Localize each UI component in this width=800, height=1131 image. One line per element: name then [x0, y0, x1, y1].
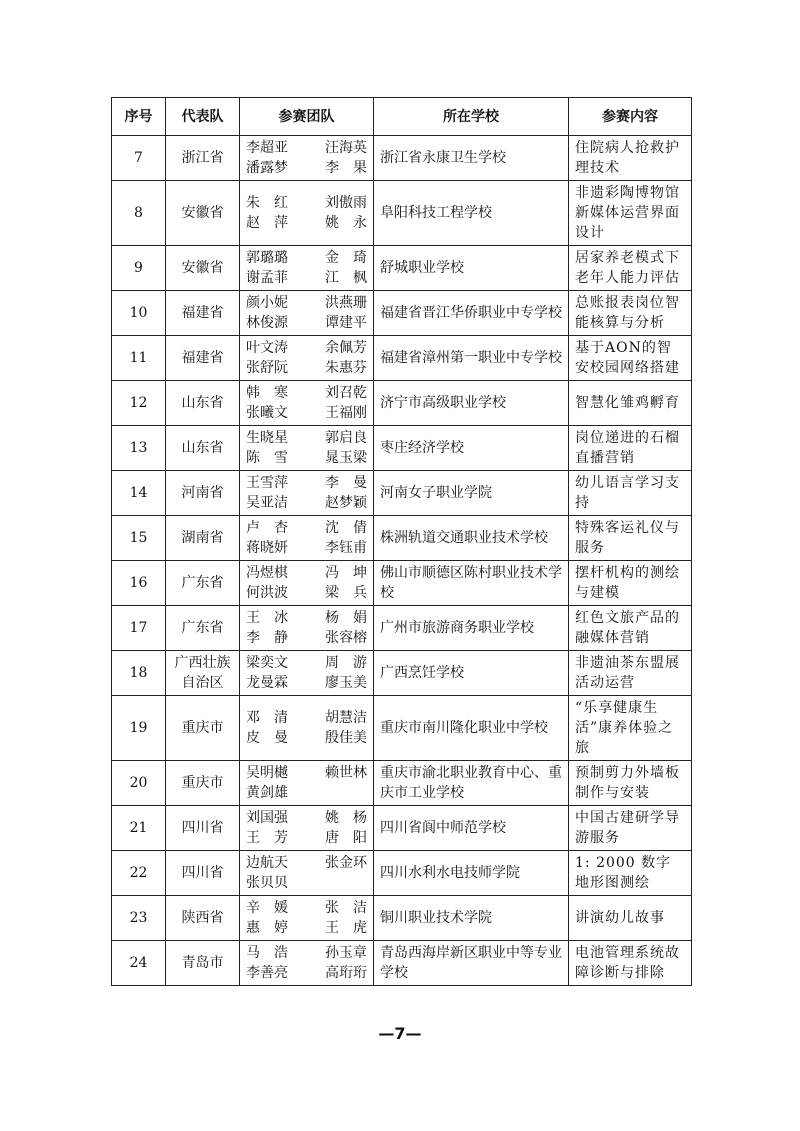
member-name: 郭启良 — [325, 430, 367, 446]
school-name: 河南女子职业学院 — [374, 471, 569, 516]
member-line — [246, 918, 367, 938]
table-row — [112, 806, 692, 851]
member-line — [246, 673, 367, 693]
school-name: 阜阳科技工程学校 — [374, 181, 569, 246]
school-name: 四川水利水电技师学院 — [374, 851, 569, 896]
member-name: 陈 雪 — [246, 450, 288, 466]
row-number: 21 — [112, 806, 166, 851]
member-name: 洪燕珊 — [325, 295, 367, 311]
member-line — [246, 628, 367, 648]
table-header-row — [112, 98, 692, 136]
team-members — [240, 696, 374, 761]
member-line — [246, 583, 367, 603]
member-name: 何洪波 — [246, 585, 288, 601]
team-members — [240, 246, 374, 291]
member-line — [246, 828, 367, 848]
member-name: 王雪萍 — [246, 475, 288, 491]
row-number: 13 — [112, 426, 166, 471]
member-name: 刘傲雨 — [325, 195, 367, 211]
row-number: 14 — [112, 471, 166, 516]
member-name: 王 虎 — [325, 920, 367, 936]
member-name: 张 洁 — [325, 900, 367, 916]
header-members: 参赛团队 — [240, 98, 374, 136]
member-name: 马 浩 — [246, 945, 288, 961]
member-name: 谢孟菲 — [246, 270, 288, 286]
row-number: 9 — [112, 246, 166, 291]
team-members — [240, 291, 374, 336]
school-name: 株洲轨道交通职业技术学校 — [374, 516, 569, 561]
delegation-name: 四川省 — [166, 851, 240, 896]
member-name: 汪海英 — [325, 140, 367, 156]
table-row — [112, 761, 692, 806]
table-row — [112, 696, 692, 761]
member-line — [246, 293, 367, 313]
delegation-name: 安徽省 — [166, 246, 240, 291]
member-name: 杨 娟 — [325, 610, 367, 626]
member-line — [246, 193, 367, 213]
team-members — [240, 941, 374, 986]
member-line — [246, 728, 367, 748]
member-line — [246, 268, 367, 288]
team-members — [240, 426, 374, 471]
competition-content: 岗位递进的石榴直播营销 — [569, 426, 692, 471]
team-members — [240, 336, 374, 381]
member-name: 孙玉章 — [325, 945, 367, 961]
header-team: 代表队 — [166, 98, 240, 136]
table-row — [112, 561, 692, 606]
member-name: 李超亚 — [246, 140, 288, 156]
member-line — [246, 853, 367, 873]
competition-content: 红色文旅产品的融媒体营销 — [569, 606, 692, 651]
participants-table — [111, 97, 692, 986]
team-members — [240, 181, 374, 246]
header-no: 序号 — [112, 98, 166, 136]
delegation-name: 河南省 — [166, 471, 240, 516]
member-name: 潘露梦 — [246, 160, 288, 176]
team-members — [240, 651, 374, 696]
school-name: 重庆市渝北职业教育中心、重庆市工业学校 — [374, 761, 569, 806]
member-name: 赵梦颖 — [325, 495, 367, 511]
member-line — [246, 448, 367, 468]
member-name: 冯煜棋 — [246, 565, 288, 581]
row-number: 8 — [112, 181, 166, 246]
table-row — [112, 246, 692, 291]
member-line — [246, 538, 367, 558]
member-name: 李钰甫 — [325, 540, 367, 556]
delegation-name: 福建省 — [166, 291, 240, 336]
team-members — [240, 896, 374, 941]
competition-content: “乐享健康生活”康养体验之旅 — [569, 696, 692, 761]
competition-content: 中国古建研学导游服务 — [569, 806, 692, 851]
competition-content: 非遗油茶东盟展活动运营 — [569, 651, 692, 696]
member-line — [246, 473, 367, 493]
member-line — [246, 898, 367, 918]
member-name: 李善亮 — [246, 965, 288, 981]
member-name: 朱 红 — [246, 195, 288, 211]
member-line — [246, 403, 367, 423]
member-line — [246, 708, 367, 728]
member-name: 廖玉美 — [325, 675, 367, 691]
member-line — [246, 338, 367, 358]
member-line — [246, 943, 367, 963]
member-name: 郭璐璐 — [246, 250, 288, 266]
delegation-name: 浙江省 — [166, 136, 240, 181]
competition-content: 摆杆机构的测绘与建模 — [569, 561, 692, 606]
row-number: 15 — [112, 516, 166, 561]
table-row — [112, 896, 692, 941]
school-name: 广西烹饪学校 — [374, 651, 569, 696]
member-line — [246, 653, 367, 673]
header-school: 所在学校 — [374, 98, 569, 136]
school-name: 重庆市南川隆化职业中学校 — [374, 696, 569, 761]
delegation-name: 山东省 — [166, 426, 240, 471]
member-name: 姚 永 — [325, 215, 367, 231]
member-line — [246, 763, 367, 783]
team-members — [240, 761, 374, 806]
delegation-name: 广西壮族自治区 — [166, 651, 240, 696]
header-content: 参赛内容 — [569, 98, 692, 136]
delegation-name: 安徽省 — [166, 181, 240, 246]
member-name: 唐 阳 — [325, 830, 367, 846]
school-name: 广州市旅游商务职业学校 — [374, 606, 569, 651]
school-name: 佛山市顺德区陈村职业技术学校 — [374, 561, 569, 606]
member-name: 张贝贝 — [246, 875, 288, 891]
member-name: 吴亚洁 — [246, 495, 288, 511]
member-name: 赵 萍 — [246, 215, 288, 231]
school-name: 舒城职业学校 — [374, 246, 569, 291]
row-number: 18 — [112, 651, 166, 696]
member-line — [246, 518, 367, 538]
delegation-name: 山东省 — [166, 381, 240, 426]
member-name: 吴明樾 — [246, 765, 288, 781]
member-name: 张容榕 — [325, 630, 367, 646]
table-row — [112, 471, 692, 516]
school-name: 四川省阆中师范学校 — [374, 806, 569, 851]
delegation-name: 青岛市 — [166, 941, 240, 986]
competition-content: 幼儿语言学习支持 — [569, 471, 692, 516]
delegation-name: 四川省 — [166, 806, 240, 851]
member-name: 邓 清 — [246, 710, 288, 726]
delegation-name: 广东省 — [166, 606, 240, 651]
row-number: 24 — [112, 941, 166, 986]
school-name: 济宁市高级职业学校 — [374, 381, 569, 426]
member-name: 朱惠芬 — [325, 360, 367, 376]
member-name: 辛 媛 — [246, 900, 288, 916]
member-name: 周 游 — [325, 655, 367, 671]
delegation-name: 湖南省 — [166, 516, 240, 561]
member-line — [246, 313, 367, 333]
member-name: 王福刚 — [325, 405, 367, 421]
member-line — [246, 138, 367, 158]
member-name: 卢 杏 — [246, 520, 288, 536]
member-name: 边航天 — [246, 855, 288, 871]
member-name: 张曦文 — [246, 405, 288, 421]
competition-content: 预制剪力外墙板制作与安装 — [569, 761, 692, 806]
competition-content: 电池管理系统故障诊断与排除 — [569, 941, 692, 986]
member-name: 李 果 — [325, 160, 367, 176]
table-row — [112, 136, 692, 181]
school-name: 青岛西海岸新区职业中等专业学校 — [374, 941, 569, 986]
member-name: 梁 兵 — [325, 585, 367, 601]
competition-content: 总账报表岗位智能核算与分析 — [569, 291, 692, 336]
row-number: 10 — [112, 291, 166, 336]
team-members — [240, 136, 374, 181]
competition-content: 住院病人抢救护理技术 — [569, 136, 692, 181]
member-line — [246, 428, 367, 448]
member-line — [246, 963, 367, 983]
table-row — [112, 651, 692, 696]
member-line — [246, 608, 367, 628]
delegation-name: 重庆市 — [166, 696, 240, 761]
table-row — [112, 516, 692, 561]
member-line — [246, 873, 367, 893]
member-line — [246, 808, 367, 828]
team-members — [240, 516, 374, 561]
school-name: 福建省漳州第一职业中专学校 — [374, 336, 569, 381]
member-name: 颜小妮 — [246, 295, 288, 311]
row-number: 19 — [112, 696, 166, 761]
competition-content: 基于AON的智安校园网络搭建 — [569, 336, 692, 381]
school-name: 浙江省永康卫生学校 — [374, 136, 569, 181]
member-name: 李 静 — [246, 630, 288, 646]
competition-content: 非遗彩陶博物馆新媒体运营界面设计 — [569, 181, 692, 246]
member-line — [246, 248, 367, 268]
member-name: 韩 寒 — [246, 385, 288, 401]
member-name: 王 芳 — [246, 830, 288, 846]
member-name: 赖世林 — [325, 765, 367, 781]
page-number: —7— — [378, 1024, 422, 1043]
member-name: 殷佳美 — [325, 730, 367, 746]
competition-content: 讲演幼儿故事 — [569, 896, 692, 941]
member-name: 晁玉梁 — [325, 450, 367, 466]
table-row — [112, 606, 692, 651]
delegation-name: 重庆市 — [166, 761, 240, 806]
member-name: 李 曼 — [325, 475, 367, 491]
table-row — [112, 426, 692, 471]
member-name: 生晓星 — [246, 430, 288, 446]
table-row — [112, 851, 692, 896]
school-name: 福建省晋江华侨职业中专学校 — [374, 291, 569, 336]
member-name: 谭建平 — [325, 315, 367, 331]
table-row — [112, 181, 692, 246]
team-members — [240, 606, 374, 651]
member-name: 金 琦 — [325, 250, 367, 266]
member-name: 皮 曼 — [246, 730, 288, 746]
member-name: 惠 婷 — [246, 920, 288, 936]
member-line — [246, 158, 367, 178]
member-name: 高珩珩 — [325, 965, 367, 981]
team-members — [240, 851, 374, 896]
member-name: 刘国强 — [246, 810, 288, 826]
member-name: 叶文涛 — [246, 340, 288, 356]
member-name: 张舒阮 — [246, 360, 288, 376]
row-number: 20 — [112, 761, 166, 806]
member-name: 龙曼霖 — [246, 675, 288, 691]
delegation-name: 福建省 — [166, 336, 240, 381]
member-line — [246, 783, 367, 803]
member-name: 蒋晓妍 — [246, 540, 288, 556]
team-members — [240, 561, 374, 606]
member-name: 王 冰 — [246, 610, 288, 626]
member-line — [246, 383, 367, 403]
member-name: 姚 杨 — [325, 810, 367, 826]
member-name: 江 枫 — [325, 270, 367, 286]
team-members — [240, 381, 374, 426]
delegation-name: 广东省 — [166, 561, 240, 606]
competition-content: 居家养老模式下老年人能力评估 — [569, 246, 692, 291]
row-number: 12 — [112, 381, 166, 426]
competition-content: 智慧化雏鸡孵育 — [569, 381, 692, 426]
school-name: 枣庄经济学校 — [374, 426, 569, 471]
member-name: 冯 坤 — [325, 565, 367, 581]
table-row — [112, 381, 692, 426]
member-name: 梁奕文 — [246, 655, 288, 671]
school-name: 铜川职业技术学院 — [374, 896, 569, 941]
row-number: 22 — [112, 851, 166, 896]
competition-content: 特殊客运礼仪与服务 — [569, 516, 692, 561]
row-number: 17 — [112, 606, 166, 651]
member-name: 胡慧洁 — [325, 710, 367, 726]
member-name: 余佩芳 — [325, 340, 367, 356]
delegation-name: 陕西省 — [166, 896, 240, 941]
member-name: 张金环 — [325, 855, 367, 871]
member-line — [246, 213, 367, 233]
row-number: 7 — [112, 136, 166, 181]
member-name: 沈 倩 — [325, 520, 367, 536]
table-row — [112, 941, 692, 986]
table-body — [112, 136, 692, 986]
member-line — [246, 563, 367, 583]
member-name: 黄剑雄 — [246, 785, 288, 801]
member-name: 林俊源 — [246, 315, 288, 331]
member-line — [246, 358, 367, 378]
row-number: 23 — [112, 896, 166, 941]
competition-content: 1: 2000 数字地形图测绘 — [569, 851, 692, 896]
table-row — [112, 291, 692, 336]
table-row — [112, 336, 692, 381]
member-name: 刘召乾 — [325, 385, 367, 401]
member-line — [246, 493, 367, 513]
row-number: 16 — [112, 561, 166, 606]
team-members — [240, 471, 374, 516]
row-number: 11 — [112, 336, 166, 381]
team-members — [240, 806, 374, 851]
